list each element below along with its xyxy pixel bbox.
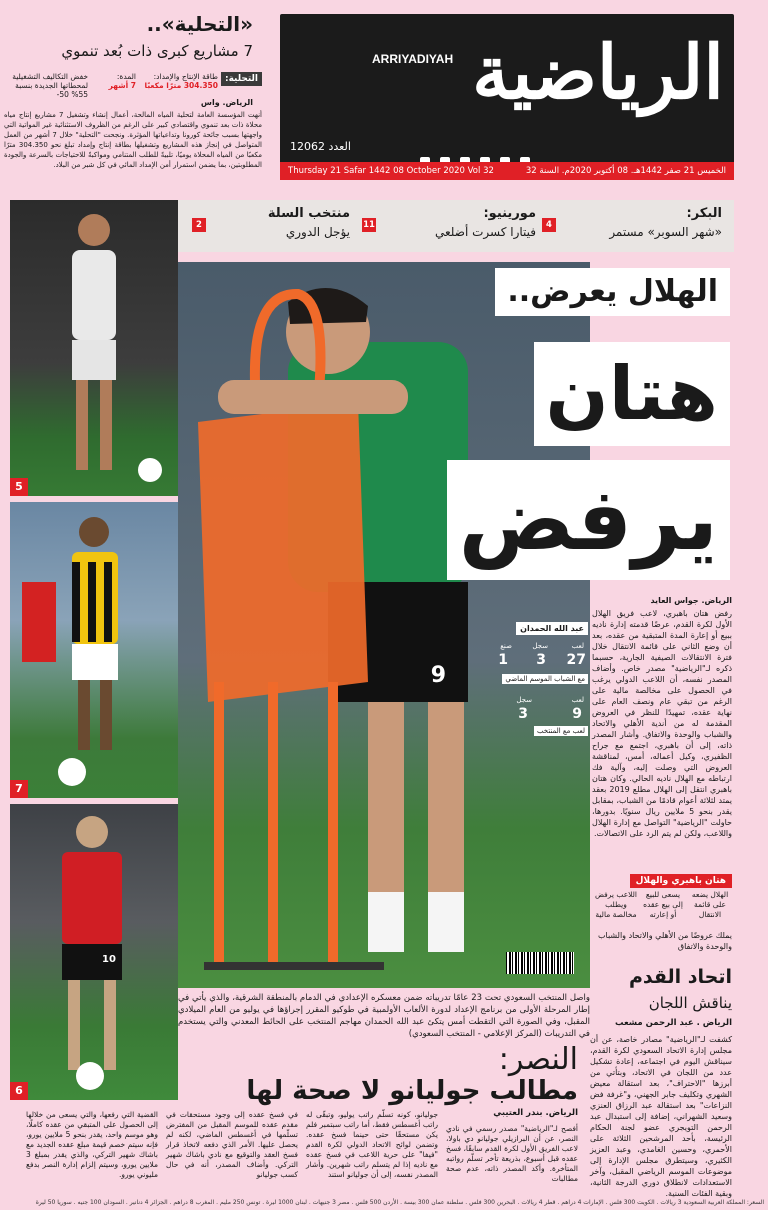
shirt-number: 10 bbox=[102, 954, 116, 965]
newspaper-logo: الرياضية bbox=[472, 30, 724, 116]
nassr-byline: الرياض. بندر العتيبي bbox=[493, 1108, 578, 1118]
photo-caption: واصل المنتخب السعودي تحت 23 عامًا تدريباته ضمن معسكره الإعدادي في الدمام بالمنطقة الشرقية، والذي يأتي في إطار المرحلة الأولى من برنامج الإعداد لدورة الألعاب الأولمبية في طوكيو المقرر إجراؤها في يوليو من العام الميلادي المقبل، وفي الصورة التي التقطت أمس يتكئ عبد الله الحمدان مهاجم المنتخب على الحائط المعدني والتي يستخدم في التدريبات (المركز الإعلامي - المنتخب السعودي) bbox=[178, 993, 590, 1039]
player-photo[interactable] bbox=[10, 804, 178, 1100]
article-byline: الرياض. جواس العايد bbox=[650, 596, 732, 605]
story-item[interactable]: البكر: «شهر السوبر» مستمر bbox=[609, 206, 722, 239]
player-figure bbox=[10, 200, 178, 496]
nassr-col: أفصح لـ"الرياضية" مصدر رسمي في نادي النصر، عن أن البرازيلي جوليانو دي باولا، لاعب الفريق الأول لكرة القدم سابقًا، فسخ عقده قبل أسبوع، بذريعة تأخر تسلّم رواتبه المتأخرة. وأكد المصدر ذاته، عدم صحة مطالبات bbox=[445, 1124, 578, 1183]
svg-text:9: 9 bbox=[430, 663, 446, 688]
player-photo[interactable] bbox=[10, 502, 178, 798]
nassr-col: جوليانو، كونه تسلّم راتب يوليو، وتبقّى له راتب أغسطس فقط، أما راتب سبتمبر فلم يكن مستحقًا حتى حينما فسخ عقده. وتضمن لوائح الاتحاد الدولي لكرة القدم "فيفا" على حرية اللاعب في فسخ عقده مع ناديه إذا لم يتسلم راتب شهرين. وأشار المصدر نفسه، إلى أن جوليانو استند bbox=[306, 1110, 438, 1179]
ittihad-subtitle: يناقش اللجان bbox=[648, 994, 732, 1012]
price-footer: السعر: المملكة العربية السعودية 3 ريالات . الكويت 300 فلس . الإمارات 4 دراهم . قطر 4 ريالات . البحرين 300 فلس . سلطنة عمان 300 بيسة . الأردن 500 فلس . مصر 3 جنيهات . لبنان 1000 ليرة . تونس 250 مليم . المغرب 8 دراهم . الجزائر 4 دنانير . السودان 100 جنيه . سوريا 50 ليرة bbox=[35, 1199, 764, 1206]
nassr-kicker: النصر: bbox=[498, 1042, 578, 1077]
article-body: رفض هتان باهبري، لاعب فريق الهلال الأول لكرة القدم، عرضًا قدمته إدارة ناديه ببيع أو إعارة المدة المتبقية من عقده، بعد أن وضع الثاني على قائمة الانتقال خلال فترة الانتقالات الصيفية الجارية، حسبما ذكره لـ"الرياضية" مصدر خاص. وأضاف المصدر نفسه، أن اللاعب الدولي يرغب في الحصول على مخالصة مالية على الرغم من تبقي عام ونصف العام على نهاية عقده، تمهيدًا للنظر في العروض المقدمة له من أندية الأهلي والاتحاد والشباب والوحدة والاتفاق. وأشار المصدر ذاته، إلى أن باهبري، اجتمع مع جراح الظفيري، وكيل أعماله، أمس، لمناقشة العروض التي وصلت إليه، وآلية فك ارتباطه مع الهلال ناديه الحالي. وكان هتان باهبري انتقل إلى الهلال مطلع 2019 بعقد يمتد لثلاثة أعوام قادمًا من الشباب، بمقابل يقدر بنحو 5 ملايين ريال سنويًا. بدورها، حاولت "الرياضية" التواصل مع إدارة الهلال واللاعب، ولكن لم يتم الرد على الاتصالات. bbox=[592, 609, 732, 838]
nassr-col: في فسخ عقده إلى وجود مستحقات في مقدم عقده للموسم المقبل من المفترض تسلّمها في أغسطس الماضي، لكنه لم يحصل عليها. الأمر الذي دفعه لاتخاذ قرار فسخ العقد والتوقيع مع نادي باشاك شهير التركي. وأضاف المصدر، أنه في حال كسب جوليانو bbox=[166, 1110, 298, 1179]
newspaper-logo-english: ARRIYADIYAH bbox=[372, 52, 454, 66]
page-badge: 4 bbox=[542, 218, 556, 232]
player-photo[interactable] bbox=[10, 200, 178, 496]
barcode bbox=[506, 952, 574, 974]
player-figure bbox=[10, 804, 178, 1100]
teaser-subtitle: 7 مشاريع كبرى ذات بُعد تنموي bbox=[61, 42, 253, 60]
date-bar bbox=[280, 162, 734, 180]
info-box-footnote: يملك عروضًا من الأهلي والاتحاد والشباب والوحدة والاتفاق bbox=[597, 931, 732, 951]
story-item[interactable]: مورينيو: فيتارا كسرت أضلعي bbox=[434, 206, 536, 239]
stats-player-name: عبد الله الحمدان bbox=[516, 622, 588, 635]
headline-line2: يرفض bbox=[447, 460, 730, 580]
photo-number: 6 bbox=[10, 1082, 28, 1100]
top-stories-bar bbox=[178, 200, 734, 252]
fact-cell: طاقة الإنتاج والإمداد: 304.350 مترًا مكعبًا bbox=[144, 72, 218, 90]
teaser-byline: الرياض. واس bbox=[200, 98, 253, 107]
teaser-tag: التحلية: bbox=[221, 72, 262, 86]
main-photo[interactable] bbox=[178, 262, 590, 988]
teaser-facts bbox=[4, 70, 262, 99]
issue-number: العدد 12062 bbox=[290, 140, 351, 153]
player-figure bbox=[10, 502, 178, 798]
masthead bbox=[280, 14, 734, 180]
ittihad-body: كشفت لـ"الرياضية" مصادر خاصة، عن أن مجلس إدارة الاتحاد السعودي لكرة القدم، سيناقش اليوم في اجتماعه، إعادة تشكيل عدد من اللجان في الاتحاد، وبتأتي من أبرزها "الاحتراف"، بعد استقالة معيض الشهري وتكليف جابر الجهني، و"غرفة فض النزاعات" بعد استقالة عبد الرزاق العنزي وسعيد الشهراني، إضافة إلى استبدال عبد الرحمن التويجري عضو لجنة الحكام الرئيسة، بأحد المرشحين الثلاثة على الأحمري، وحسين الغامدي، وعبد العزيز الكثيري، وسيتطرق مجلس الإدارة إلى موضوعات الموسم الرياضي المقبل، وآخر الاستعدادات لانطلاق دوري الدرجة الثانية، وبقية الفئات السنية. bbox=[590, 1035, 732, 1198]
nassr-headline: مطالب جوليانو لا صحة لها bbox=[246, 1076, 578, 1106]
page-badge: 2 bbox=[192, 218, 206, 232]
teaser-body: أنهت المؤسسة العامة لتحلية المياه المالحة، أعمال إنشاء وتشغيل 7 مشاريع إنتاج مياه محلاة ذات بعد تنموي واقتصادي كبير على الرغم من الظروف الاستثنائية غير المواتية التي واجهتها بسبب جائحة كورونا وتداعياتها المؤثرة. ونجحت "التحلية" خلال 7 أشهر من العمل المتواصل في إنجاز هذه المشاريع وتشغيلها بطاقة إنتاج وإمداد تبلغ نحو 304.350 مترًا مكعبًا من المياه المحلاة يوميًا، تلبيةً للطلب المتنامي ومواكبةً للاحتياجات بالسرعة والجودة المطلوبتين، بما يضمن استمرار أمن الإمداد المائي في كل شبر من البلاد. bbox=[4, 111, 262, 169]
date-arabic: الخميس 21 صفر 1442هـ. 08 أكتوبر 2020م. السنة 32 bbox=[525, 166, 726, 176]
fact-cell: المدة: 7 أشهر bbox=[108, 72, 136, 90]
fact-cell: خفض التكاليف التشغيلية لمحطاتها الجديدة بنسبة 55% 50- bbox=[12, 72, 88, 99]
nassr-body bbox=[10, 1110, 578, 1194]
story-item[interactable]: منتخب السلة يؤجل الدوري bbox=[267, 206, 350, 239]
page-badge: 11 bbox=[363, 220, 375, 230]
teaser-title: «التحلية».. bbox=[146, 12, 253, 36]
date-english: Thursday 21 Safar 1442 08 October 2020 Vol 32 bbox=[288, 166, 494, 176]
photo-number: 5 bbox=[10, 478, 28, 496]
headline-kicker: الهلال يعرض.. bbox=[495, 268, 730, 316]
photo-number: 7 bbox=[10, 780, 28, 798]
nassr-col: القضية التي رفعها، والتي يسعى من خلالها إلى الحصول على المتبقي من عقده كاملًا، وهو موسم واحد، يقدر بنحو 5 ملايين يورو، فإنه سيتم خصم قيمة مبلغ عقده الجديد مع باشاك شهير التركي، والذي يقدر بمبلغ 3 ملايين يورو، وسيتم إلزام إدارة النصر بدفع مليوني يورو. bbox=[26, 1110, 158, 1179]
info-box: الهلال يضعه على قائمة الانتقال يسعى للبيع إلى بيع عقده أو إعارته اللاعب يرفض ويطلب مخالصة مالية bbox=[594, 890, 729, 919]
ittihad-byline: الرياض . عبد الرحمن مشعب bbox=[614, 1018, 732, 1028]
info-box-title: هتان باهبري والهلال bbox=[630, 874, 732, 888]
ittihad-title: اتحاد القدم bbox=[628, 966, 732, 988]
player-stats: عبد الله الحمدان لعب سجل صنع 27 3 1 مع الشباب الموسم الماضي لعب سجل 9 3 لعب مع المنتخب bbox=[498, 624, 586, 735]
headline-line1: هتان bbox=[534, 342, 730, 446]
